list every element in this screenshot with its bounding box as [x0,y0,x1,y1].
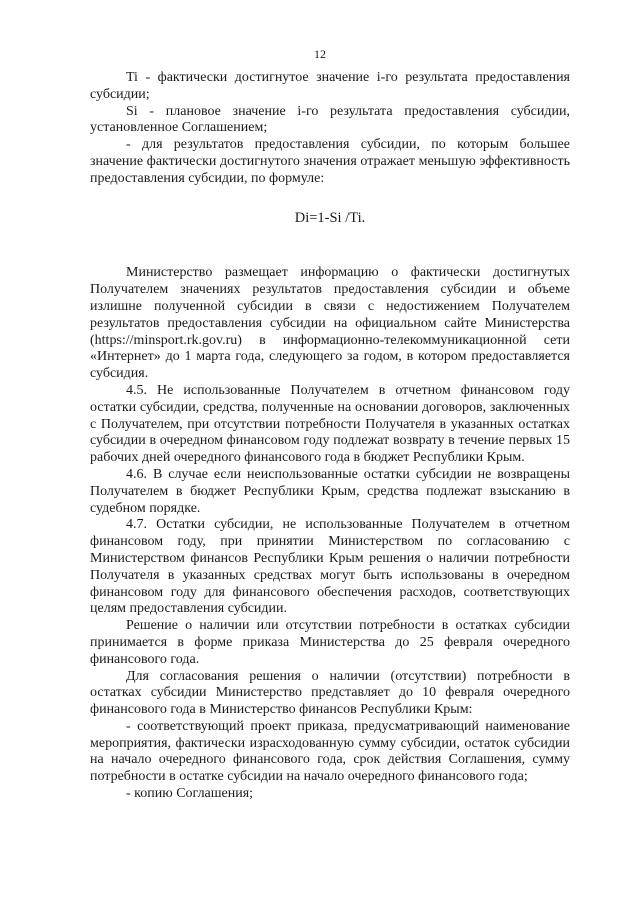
paragraph-approval: Для согласования решения о наличии (отсутствии) потребности в остатках субсидии Министерство представляет до 10 февраля очередного финансового года в Министерство финансов Республики Крым: [90,668,570,718]
paragraph-4-5: 4.5. Не использованные Получателем в отчетном финансовом году остатки субсидии, средства, полученные на основании договоров, заключенных с Получателем, при отсутствии потребности Получателя в указанных остатках субсидии в очередном финансовом году подлежат возврату в течение первых 15 рабочих дней очередного финансового года в бюджет Республики Крым. [90,382,570,466]
blank-line [90,249,570,265]
paragraph-ministry-publication: Министерство размещает информацию о фактически достигнутых Получателем значениях результатов предоставления субсидии и объеме излишне полученной субсидии в связи с недостижением Получателем результатов предоставления субсидии на официальном сайте Министерства (https://minsport.rk.gov.ru) в информационно-телекоммуникационной сети «Интернет» до 1 марта года, следующего за годом, в котором предоставляется субсидия. [90,265,570,382]
paragraph-decision: Решение о наличии или отсутствии потребности в остатках субсидии принимается в форме приказа Министерства до 25 февраля очередного финансового года. [90,618,570,667]
list-item-draft-order: - соответствующий проект приказа, предусматривающий наименование мероприятия, фактически израсходованную сумму субсидии, остаток субсидии на начало очередного финансового года, срок действия Соглашения, сумму потребности в остатке субсидии на начало очередного финансового года; [90,718,570,785]
paragraph-formula-condition: - для результатов предоставления субсидии, по которым большее значение фактически достигнутого значения отражает меньшую эффективность предоставления субсидии, по формуле: [90,137,570,186]
formula: Di=1-Si /Ti. [294,209,366,226]
paragraph-si-definition: Si - плановое значение i-го результата предоставления субсидии, установленное Соглашением; [90,103,570,136]
page-number: 12 [314,47,326,61]
paragraph-4-6: 4.6. В случае если неиспользованные остатки субсидии не возвращены Получателем в бюджет Республики Крым, средства подлежат взысканию в судебном порядке. [90,466,570,516]
list-item-agreement-copy: - копию Соглашения; [126,786,254,802]
document-body [90,70,570,803]
paragraph-4-7: 4.7. Остатки субсидии, не использованные Получателем в отчетном финансовом году, при принятии Министерством по согласованию с Министерством финансов Республики Крым решения о наличии потребности Получателя в указанных средствах могут быть использованы в очередном финансовом году для финансового обеспечения расходов, соответствующих целям предоставления субсидии. [90,517,570,617]
paragraph-ti-definition: Ti - фактически достигнутое значение i-го результата предоставления субсидии; [90,70,570,102]
